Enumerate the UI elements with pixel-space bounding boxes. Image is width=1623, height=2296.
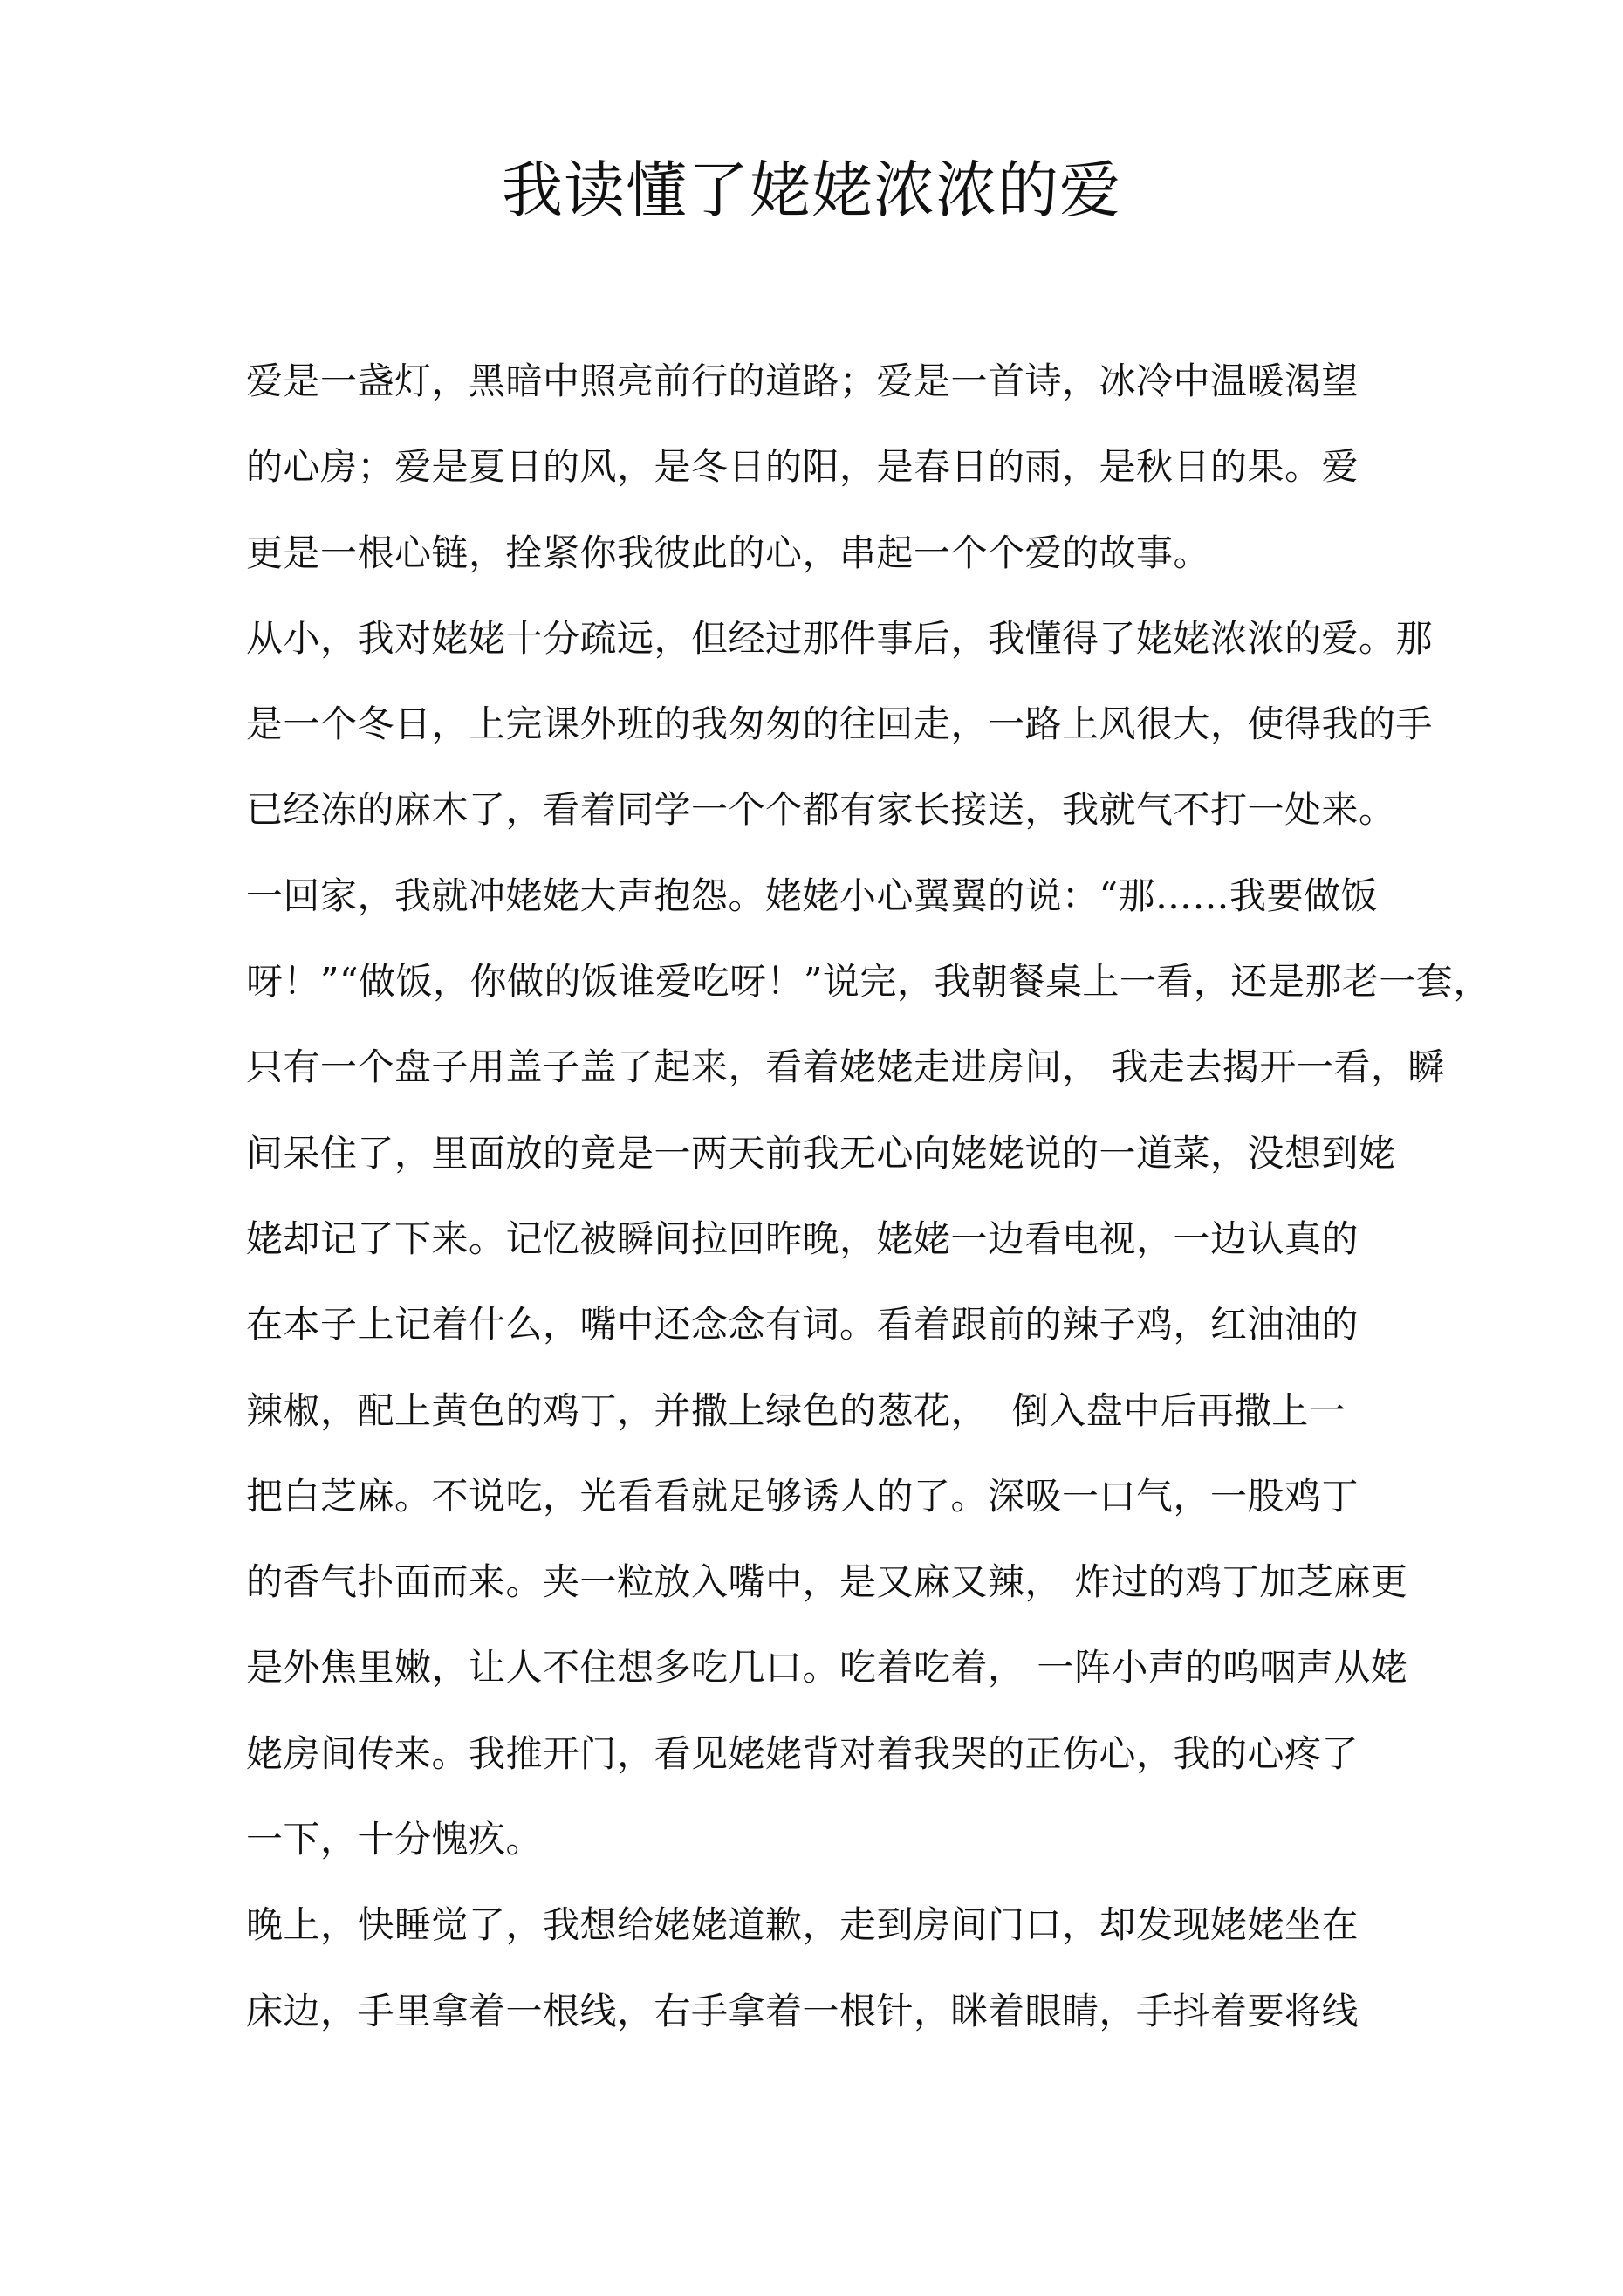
document-body xyxy=(246,339,1490,2054)
body-line: 姥房间传来。我推开门，看见姥姥背对着我哭的正伤心，我的心疼了 xyxy=(246,1731,1359,1775)
body-line: 把白芝麻。不说吃，光看看就足够诱人的了。深吸一口气，一股鸡丁 xyxy=(246,1474,1359,1518)
body-line: 爱是一盏灯，黑暗中照亮前行的道路；爱是一首诗，冰冷中温暖渴望 xyxy=(246,360,1359,402)
body-line: 间呆住了，里面放的竟是一两天前我无心向姥姥说的一道菜，没想到姥 xyxy=(246,1131,1396,1175)
body-line: 的香气扑面而来。夹一粒放入嘴中，是又麻又辣， 炸过的鸡丁加芝麻更 xyxy=(246,1560,1408,1604)
body-line: 是一个冬日，上完课外班的我匆匆的往回走，一路上风很大，使得我的手 xyxy=(246,703,1434,746)
body-line: 辣椒，配上黄色的鸡丁，并撒上绿色的葱花， 倒入盘中后再撒上一 xyxy=(246,1388,1346,1432)
body-line: 姥却记了下来。记忆被瞬间拉回昨晚，姥姥一边看电视，一边认真的 xyxy=(246,1217,1359,1260)
body-line: 呀！”“做饭，你做的饭谁爱吃呀！”说完，我朝餐桌上一看，还是那老一套， xyxy=(246,960,1490,1004)
body-line: 在本子上记着什么，嘴中还念念有词。看着跟前的辣子鸡，红油油的 xyxy=(246,1303,1359,1347)
body-line: 只有一个盘子用盖子盖了起来，看着姥姥走进房间， 我走去揭开一看，瞬 xyxy=(246,1045,1445,1089)
document-title: 我读懂了姥姥浓浓的爱 xyxy=(502,154,1121,226)
body-line: 一下，十分愧疚。 xyxy=(246,1818,544,1861)
body-line: 晚上，快睡觉了，我想给姥姥道歉，走到房间门口，却发现姥姥坐在 xyxy=(246,1903,1359,1947)
body-line: 是外焦里嫩，让人不住想多吃几口。吃着吃着， 一阵小声的呜咽声从姥 xyxy=(246,1646,1408,1689)
body-line: 的心房；爱是夏日的风，是冬日的阳，是春日的雨，是秋日的果。爱 xyxy=(246,445,1359,489)
body-line: 更是一根心链，拴紧你我彼此的心，串起一个个爱的故事。 xyxy=(246,531,1211,574)
body-line: 从小，我对姥姥十分疏远，但经过那件事后，我懂得了姥姥浓浓的爱。那 xyxy=(246,616,1434,660)
body-line: 已经冻的麻木了，看着同学一个个都有家长接送，我就气不打一处来。 xyxy=(246,788,1396,832)
body-line: 床边，手里拿着一根线，右手拿着一根针，眯着眼睛，手抖着要将线 xyxy=(246,1989,1359,2032)
body-line: 一回家，我就冲姥姥大声抱怨。姥姥小心翼翼的说：“那……我要做饭 xyxy=(246,874,1378,917)
